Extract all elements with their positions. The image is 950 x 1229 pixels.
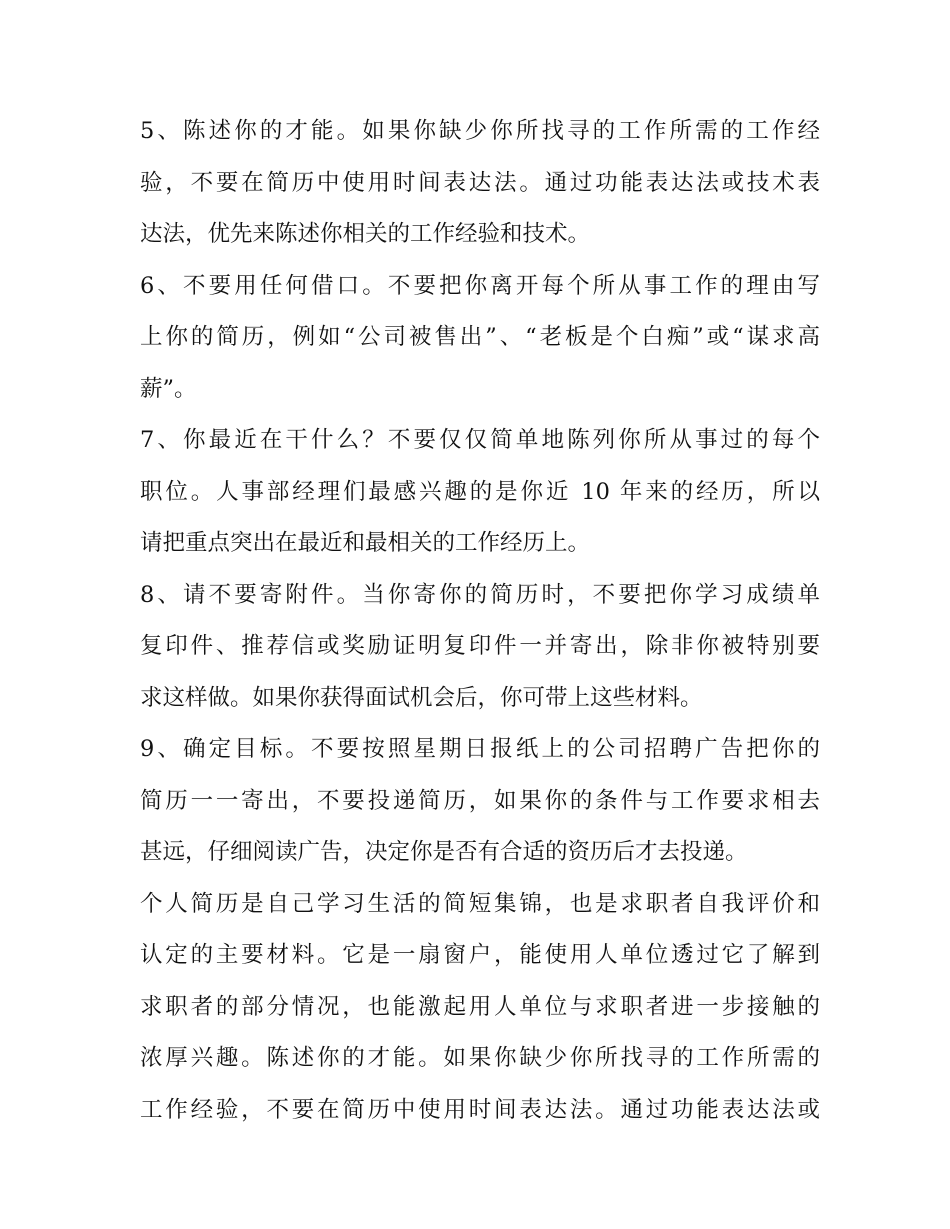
- text-line: 9、确定目标。不要按照星期日报纸上的公司招聘广告把你的: [140, 736, 820, 762]
- text-line: 请把重点突出在最近和最相关的工作经历上。: [140, 530, 591, 556]
- text-line: 求这样做。如果你获得面试机会后，你可带上这些材料。: [140, 684, 703, 711]
- text-line: 求职者的部分情况，也能激起用人单位与求职者进一步接触的: [140, 993, 820, 1020]
- paragraph-7-recent-work: [140, 419, 820, 574]
- text-line: 7、你最近在干什么？不要仅仅简单地陈列你所从事过的每个: [140, 427, 820, 453]
- paragraph-5-show-talents: [140, 110, 820, 265]
- paragraph-9-set-target: [140, 728, 820, 883]
- text-line: 简历一一寄出，不要投递简历，如果你的条件与工作要求相去: [140, 787, 820, 814]
- paragraph-8-no-attachments: [140, 574, 820, 729]
- text-line: 验，不要在简历中使用时间表达法。通过功能表达法或技术表: [140, 169, 820, 196]
- text-line: 复印件、推荐信或奖励证明复印件一并寄出，除非你被特别要: [140, 633, 820, 659]
- document-body: [140, 110, 820, 1140]
- text-line: 8、请不要寄附件。当你寄你的简历时，不要把你学习成绩单: [140, 581, 820, 608]
- text-line: 工作经验，不要在简历中使用时间表达法。通过功能表达法或: [140, 1096, 820, 1123]
- paragraph-resume-summary: [140, 883, 820, 1141]
- text-line: 6、不要用任何借口。不要把你离开每个所从事工作的理由写: [140, 272, 820, 299]
- text-line: 浓厚兴趣。陈述你的才能。如果你缺少你所找寻的工作所需的: [140, 1045, 820, 1071]
- text-line: 认定的主要材料。它是一扇窗户，能使用人单位透过它了解到: [140, 942, 820, 968]
- text-line: 个人简历是自己学习生活的简短集锦，也是求职者自我评价和: [140, 890, 820, 917]
- text-line: 5、陈述你的才能。如果你缺少你所找寻的工作所需的工作经: [140, 118, 820, 144]
- text-line: 职位。人事部经理们最感兴趣的是你近 10 年来的经历，所以: [140, 478, 820, 505]
- text-line: 甚远，仔细阅读广告，决定你是否有合适的资历后才去投递。: [140, 839, 748, 865]
- paragraph-6-no-excuses: [140, 265, 820, 420]
- text-line: 薪”。: [140, 375, 197, 402]
- text-line: 上你的简历，例如“公司被售出”、“老板是个白痴”或“谋求高: [140, 324, 820, 350]
- text-line: 达法，优先来陈述你相关的工作经验和技术。: [140, 221, 591, 247]
